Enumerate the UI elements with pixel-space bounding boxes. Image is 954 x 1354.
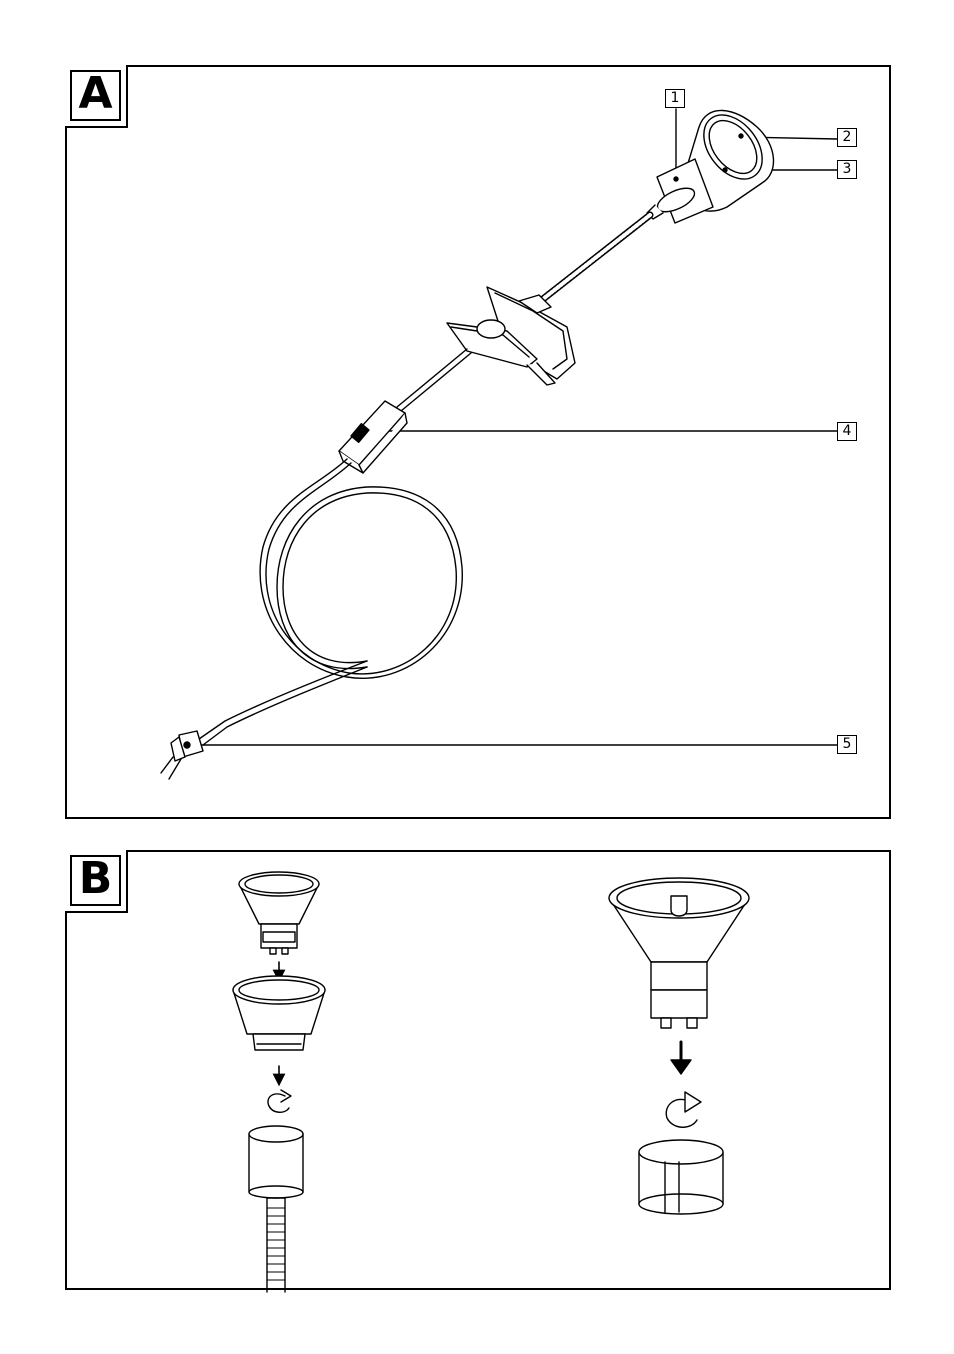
rotate-arrow-icon-left xyxy=(268,1090,291,1112)
rotate-arrow-icon-right xyxy=(666,1092,701,1127)
callout-1: 1 xyxy=(665,89,685,108)
callout-2: 2 xyxy=(837,128,857,147)
arrow-down-large-icon xyxy=(671,1042,691,1074)
cable-upper xyxy=(397,349,467,407)
inline-switch-icon xyxy=(339,401,407,473)
coiled-cable-icon xyxy=(199,459,462,745)
gooseneck-coil-marks xyxy=(267,1208,285,1280)
socket-ring-icon xyxy=(639,1140,723,1214)
bulb-installation-illustration xyxy=(67,852,893,1292)
gooseneck-arm-icon xyxy=(543,215,650,299)
power-plug-icon xyxy=(161,731,203,779)
lamp-assembly-illustration xyxy=(67,67,893,821)
panel-a-letter: A xyxy=(78,68,113,119)
callout-5: 5 xyxy=(837,735,857,754)
panel-a xyxy=(65,65,891,819)
callout-4: 4 xyxy=(837,422,857,441)
reflector-cover-icon xyxy=(233,976,325,1050)
panel-b xyxy=(65,850,891,1290)
led-bulb-small-icon xyxy=(239,872,319,954)
clip-icon xyxy=(447,287,575,385)
holder-with-gooseneck-icon xyxy=(249,1126,303,1292)
halogen-bulb-icon xyxy=(609,878,749,1028)
callout-3: 3 xyxy=(837,160,857,179)
panel-b-letter: B xyxy=(78,853,113,904)
